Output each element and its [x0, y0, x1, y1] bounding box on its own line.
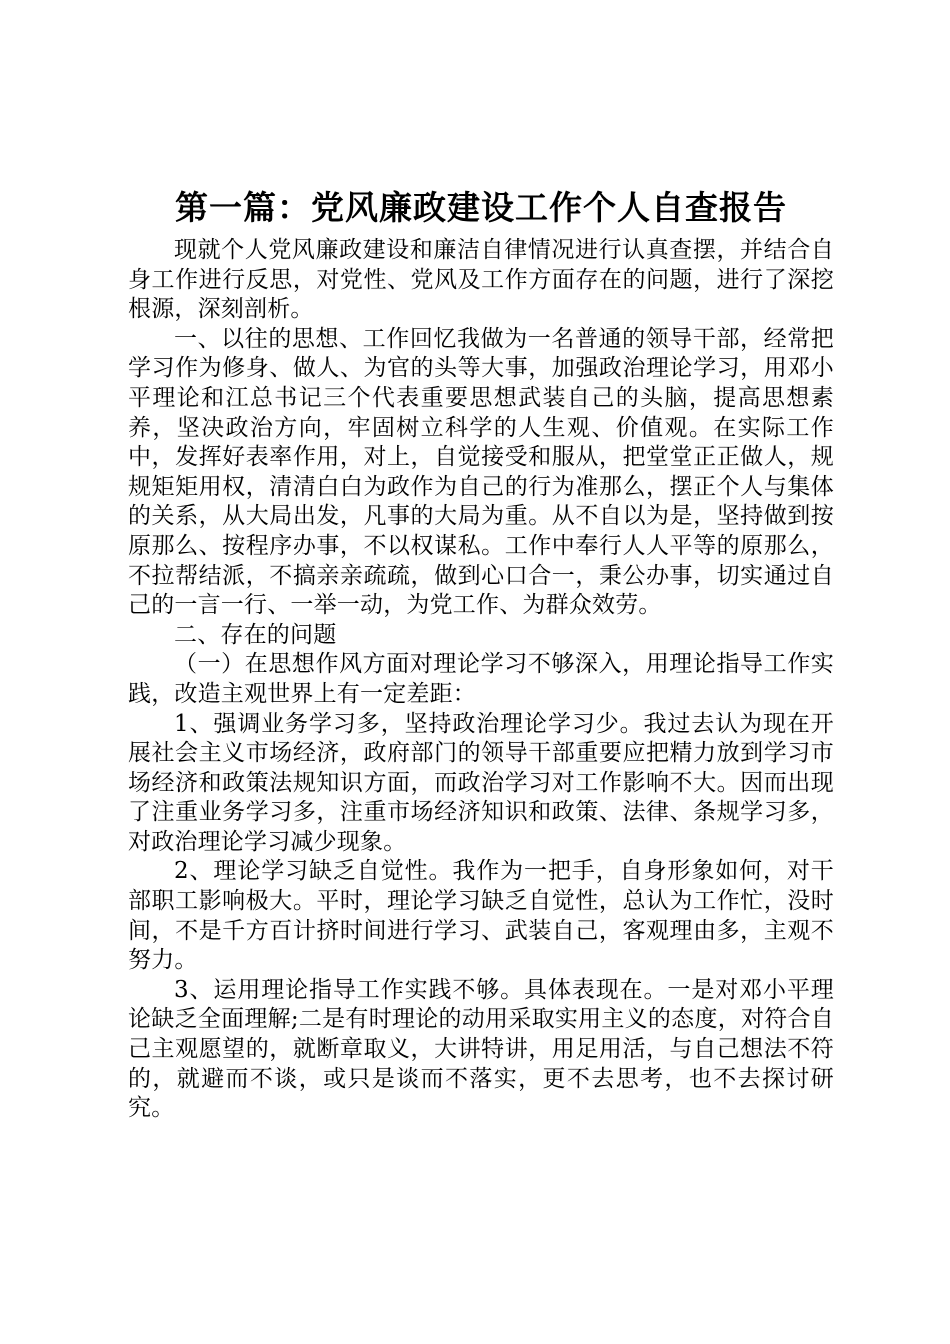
- point-three-paragraph: 3、运用理论指导工作实践不够。具体表现在。一是对邓小平理论缺乏全面理解;二是有时理论的动用采取实用主义的态度，对符合自己主观愿望的，就断章取义，大讲特讲，用足用活，与自己想法不符的，就避而不谈，或只是谈而不落实，更不去思考，也不去探讨研究。: [128, 976, 834, 1122]
- point-one-paragraph: 1、强调业务学习多，坚持政治理论学习少。我过去认为现在开展社会主义市场经济，政府部门的领导干部重要应把精力放到学习市场经济和政策法规知识方面，而政治学习对工作影响不大。因而出现了注重业务学习多，注重市场经济知识和政策、法律、条规学习多，对政治理论学习减少现象。: [128, 710, 834, 855]
- document-title: 第一篇：党风廉政建设工作个人自查报告: [175, 188, 787, 227]
- intro-paragraph: 现就个人党风廉政建设和廉洁自律情况进行认真查摆，并结合自身工作进行反思，对党性、党风及工作方面存在的问题，进行了深挖根源，深刻剖析。: [128, 237, 834, 323]
- document-page: [128, 186, 834, 1124]
- point-two-paragraph: 2、理论学习缺乏自觉性。我作为一把手，自身形象如何，对干部职工影响极大。平时，理论学习缺乏自觉性，总认为工作忙，没时间，不是千方百计挤时间进行学习、武装自己，客观理由多，主观不努力。: [128, 858, 834, 974]
- section-two-heading: 二、存在的问题: [174, 621, 337, 648]
- subsection-one-heading: （一）在思想作风方面对理论学习不够深入，用理论指导工作实践，改造主观世界上有一定差距：: [128, 651, 834, 707]
- section-one-paragraph: 一、以往的思想、工作回忆我做为一名普通的领导干部，经常把学习作为修身、做人、为官的头等大事，加强政治理论学习，用邓小平理论和江总书记三个代表重要思想武装自己的头脑，提高思想素养，坚决政治方向，牢固树立科学的人生观、价值观。在实际工作中，发挥好表率作用，对上，自觉接受和服从，把堂堂正正做人，规规矩矩用权，清清白白为政作为自己的行为准那么，摆正个人与集体的关系，从大局出发，凡事的大局为重。从不自以为是，坚持做到按原那么、按程序办事，不以权谋私。工作中奉行人人平等的原那么，不拉帮结派，不搞亲亲疏疏，做到心口合一，秉公办事，切实通过自己的一言一行、一举一动，为党工作、为群众效劳。: [128, 325, 834, 619]
